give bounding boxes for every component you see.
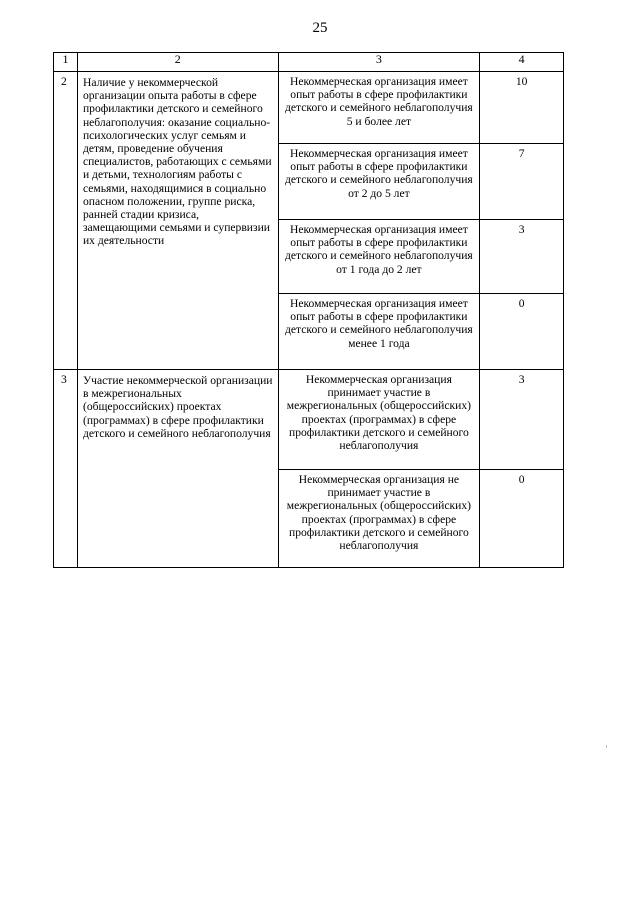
column-header-1: 1 (54, 53, 78, 72)
condition-text: Некоммерческая организация имеет опыт работы в сфере профилактики детского и семейного неблагополучия менее 1 года (285, 297, 473, 350)
condition-cell (278, 220, 480, 294)
criterion-number-cell (54, 72, 78, 370)
condition-cell (278, 370, 480, 470)
condition-cell (278, 294, 480, 370)
criterion-description: Участие некоммерческой организации в межрегиональных (общероссийских) проектах (программах) в сфере профилактики детского и семейного неблагополучия (82, 374, 273, 440)
score-value: 10 (515, 75, 528, 88)
condition-cell (278, 144, 480, 220)
condition-text: Некоммерческая организация не принимает участие в межрегиональных (общероссийских) проектах (программах) в сфере профилактики детского и семейного неблагополучия (286, 473, 472, 553)
criterion-description-cell (77, 370, 278, 568)
score-value: 3 (518, 373, 525, 386)
table-row (54, 72, 564, 144)
page-number: 25 (312, 20, 328, 36)
score-cell (480, 294, 564, 370)
criterion-number: 3 (61, 373, 67, 386)
condition-cell (278, 470, 480, 568)
column-header-4: 4 (480, 53, 564, 72)
header-row (54, 53, 564, 72)
criteria-table (53, 52, 564, 568)
score-value: 0 (518, 297, 525, 310)
condition-text: Некоммерческая организация имеет опыт работы в сфере профилактики детского и семейного неблагополучия от 2 до 5 лет (285, 147, 473, 200)
criterion-description: Наличие у некоммерческой организации опыта работы в сфере профилактики детского и семейного неблагополучия: оказание социально-психологических услуг семьям и детям, проведение обучения специалистов, работающих с семьями и детьми, технологиям работы с семьями, находящимися в социально опасном положении, группе риска, ранней стадии кризиса, замещающими семьями и супервизии их деятельности (82, 76, 272, 248)
column-header-3: 3 (278, 53, 480, 72)
score-value: 7 (518, 147, 525, 160)
score-cell (480, 220, 564, 294)
scan-artifact (606, 745, 607, 748)
condition-text: Некоммерческая организация принимает участие в межрегиональных (общероссийских) проектах (программах) в сфере профилактики детского и семейного неблагополучия (286, 373, 472, 453)
score-cell (480, 72, 564, 144)
score-value: 0 (518, 473, 525, 486)
criterion-number-cell (54, 370, 78, 568)
score-value: 3 (518, 223, 525, 236)
condition-text: Некоммерческая организация имеет опыт работы в сфере профилактики детского и семейного неблагополучия от 1 года до 2 лет (285, 223, 473, 276)
table-row (54, 370, 564, 470)
column-header-2: 2 (77, 53, 278, 72)
condition-cell (278, 72, 480, 144)
condition-text: Некоммерческая организация имеет опыт работы в сфере профилактики детского и семейного неблагополучия 5 и более лет (285, 75, 473, 128)
score-cell (480, 470, 564, 568)
criterion-description-cell (77, 72, 278, 370)
criterion-number: 2 (61, 75, 67, 88)
score-cell (480, 144, 564, 220)
score-cell (480, 370, 564, 470)
